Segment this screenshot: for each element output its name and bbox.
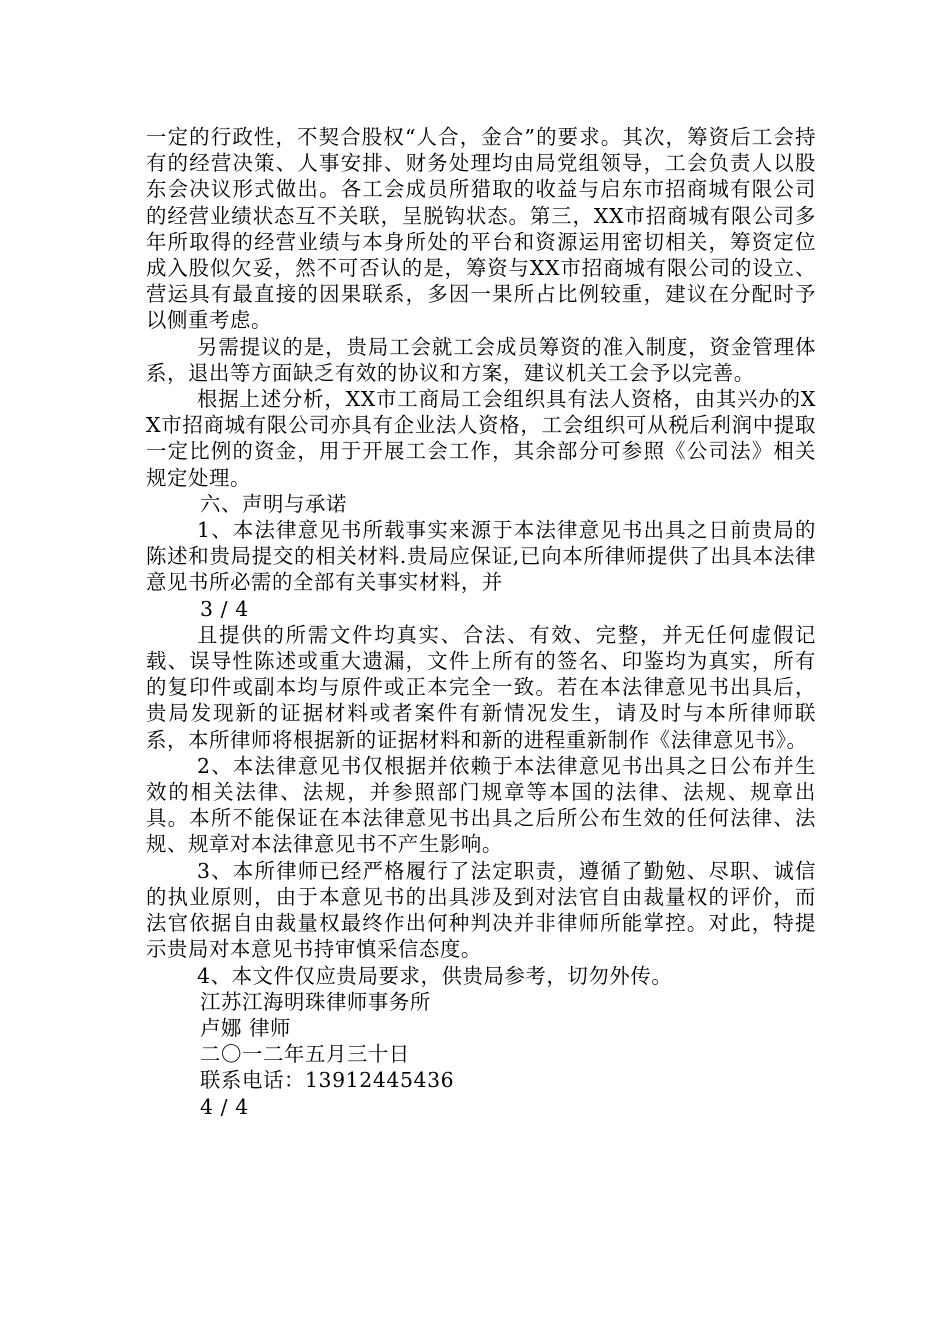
page-number-4: 4 / 4 [200,1094,249,1119]
signature-phone: 联系电话：13912445436 [200,1068,455,1093]
paragraph-additional-suggestion: 另需提议的是，贵局工会就工会成员筹资的准入制度，资金管理体系，退出等方面缺乏有效的协议和方案，建议机关工会予以完善。 [146,334,816,385]
signature-date: 二〇一二年五月三十日 [200,1042,410,1067]
paragraph-reasoning-continued: 一定的行政性，不契合股权“人合，金合”的要求。其次，筹资后工会持有的经营决策、人事安排、财务处理均由局党组领导，工会负责人以股东会决议形式做出。各工会成员所猎取的收益与启东市招商城有限公司的经营业绩状态互不关联，呈脱钩状态。第三，XX市招商城有限公司多年所取得的经营业绩与本身所处的平台和资源运用密切相关，筹资定位成入股似欠妥，然不可否认的是，筹资与XX市招商城有限公司的设立、营运具有最直接的因果联系，多因一果所占比例较重，建议在分配时予以侧重考虑。 [146,125,816,333]
signature-lawyer-name: 卢娜 律师 [200,1015,292,1040]
document-page [146,124,816,1120]
paragraph-declaration-4: 4、本文件仅应贵局要求，供贵局参考，切勿外传。 [197,963,673,988]
page-number-3: 3 / 4 [200,596,249,621]
paragraph-declaration-1: 1、本法律意见书所载事实来源于本法律意见书出具之日前贵局的陈述和贵局提交的相关材料.贵局应保证,已向本所律师提供了出具本法律意见书所必需的全部有关事实材料，并 [146,518,816,595]
signature-firm-name: 江苏江海明珠律师事务所 [200,989,431,1014]
paragraph-conclusion: 根据上述分析，XX市工商局工会组织具有法人资格，由其兴办的XX市招商城有限公司亦具有企业法人资格，工会组织可从税后利润中提取一定比例的资金，用于开展工会工作，其余部分可参照《公司法》相关规定处理。 [146,387,816,490]
section-heading-declaration: 六、声明与承诺 [200,491,347,516]
paragraph-declaration-2: 2、本法律意见书仅根据并依赖于本法律意见书出具之日公布并生效的相关法律、法规，并参照部门规章等本国的法律、法规、规章出具。本所不能保证在本法律意见书出具之后所公布生效的任何法律、法规、规章对本法律意见书不产生影响。 [146,753,816,857]
paragraph-declaration-1-continued: 且提供的所需文件均真实、合法、有效、完整，并无任何虚假记载、误导性陈述或重大遗漏，文件上所有的签名、印鉴均为真实，所有的复印件或副本均与原件或正本完全一致。若在本法律意见书出具后，贵局发现新的证据材料或者案件有新情况发生，请及时与本所律师联系，本所律师将根据新的证据材料和新的进程重新制作《法律意见书》。 [146,622,816,752]
paragraph-declaration-3: 3、本所律师已经严格履行了法定职责，遵循了勤勉、尽职、诚信的执业原则，由于本意见书的出具涉及到对法官自由裁量权的评价，而法官依据自由裁量权最终作出何种判决并非律师所能掌控。对此，特提示贵局对本意见书持审慎采信态度。 [146,858,816,962]
